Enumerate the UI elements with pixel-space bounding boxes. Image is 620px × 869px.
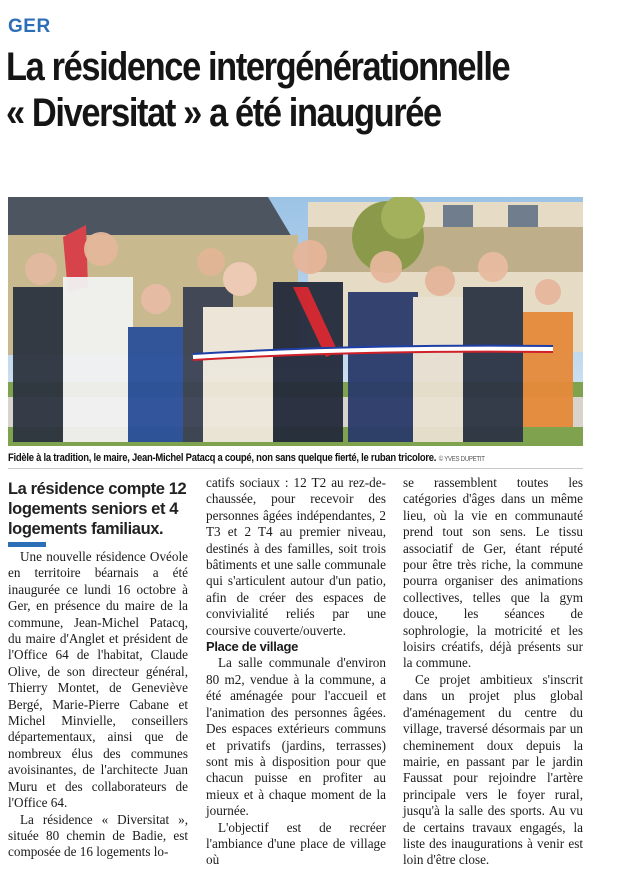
balcony [308,227,583,272]
accent-bar [8,542,46,547]
body-column-2 [206,475,386,869]
divider [8,468,583,469]
headline [6,44,522,136]
body-column-3 [403,475,583,869]
window [443,205,473,227]
paragraph: L'objectif est de recréer l'ambiance d'une place de village où [206,819,386,868]
photo-caption [8,452,503,464]
paragraph: catifs sociaux : 12 T2 au rez-de-chaussée, pour recevoir des personnes âgées indépendantes, 2 T3 et 2 T4 au premier niveau, destinés à des familles, soit trois bâtiments et une salle communale qui s'articulent autour d'un patio, afin de créer des espaces de convivialité reliés par une coursive couverte/ouverte. [206,475,386,638]
article-photo [8,197,583,446]
headline-line-2: « Diversitat » a été inaugurée [6,91,441,135]
roof [8,197,293,239]
paragraph: La salle communale d'environ 80 m2, vendue à la commune, a été aménagée pour l'accueil et l'animation des personnes âgées. Des espaces extérieurs communs et privatifs (jardins, terrasses) sont mis à disposition pour que chacun puisse en profiter au mieux et à chaque moment de la journée. [206,655,386,819]
caption-text: Fidèle à la tradition, le maire, Jean-Michel Patacq a coupé, non sans quelque fierté, le ruban tricolore. [8,452,437,464]
headline-line-1: La résidence intergénérationnelle [6,45,510,89]
paragraph: se rassemblent toutes les catégories d'âges dans un même lieu, où la vie en communauté prend tout son sens. Le tissu associatif de Ger, étant réputé pour être très riche, la commune pourra organiser des animations collectives, telles que la gym douce, les séances de sophrologie, la motricité et les loisirs créatifs, déjà présents sur la commune. [403,475,583,671]
section-kicker: GER [8,16,51,37]
photo-credit: © YVES DUPETIT [438,456,485,463]
window [508,205,538,227]
tree [381,197,425,239]
paragraph: Ce projet ambitieux s'inscrit dans un projet plus global d'aménagement du centre du village, traversé désormais par un cheminement doux depuis la mairie, en passant par le jardin Faussat pour rejoindre l'artère principale vers le foyer rural, jusqu'à la salle des sports. Au vu de certains travaux engagés, la liste des inaugurations à venir est loin d'être close. [403,671,583,868]
body-column-1 [8,549,188,861]
paragraph: Une nouvelle résidence Ovéole en territoire béarnais a été inaugurée ce lundi 16 octobre à Ger, en présence du maire de la commune, Jean-Michel Patacq, du maire d'Anglet et président de l'Office 64 de l'habitat, Claude Olive, de son directeur général, Thierry Montet, de Geneviève Bergé, Marie-Pierre Cabane et Michel Minvielle, conseillers départementaux, ainsi que de nombreux élus des communes avoisinantes, de l'architecte Juan Muru et des collaborateurs de l'Office 64. [8,549,188,811]
subheading: Place de village [206,639,299,655]
paragraph: La résidence « Diversitat », située 80 chemin de Badie, est composée de 16 logements lo- [8,811,188,860]
lead-summary: La résidence compte 12 logements seniors et 4 logements familiaux. [8,480,187,538]
